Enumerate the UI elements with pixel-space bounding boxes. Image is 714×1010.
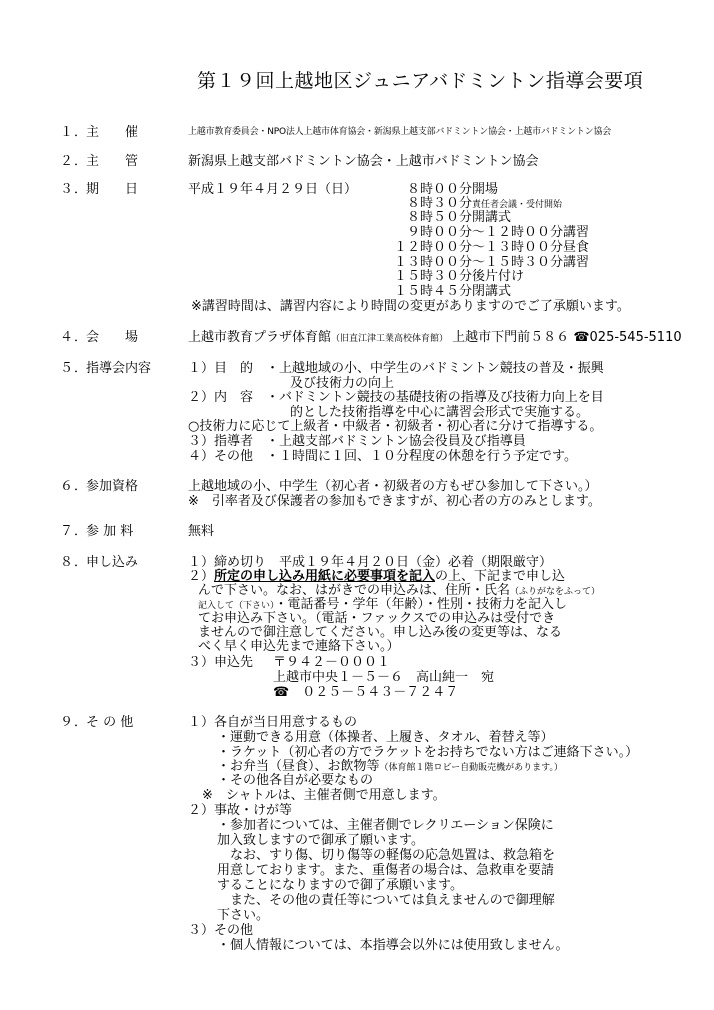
schedule-time: １５時３０分 — [394, 269, 473, 284]
other-line: ・ラケット（初心者の方でラケットをお持ちでない方はご連絡下さい。） — [217, 745, 639, 760]
other-line — [217, 760, 563, 773]
section-3-label: 期 日 — [86, 182, 139, 197]
other-line: ・運動できる用意（体操者、上履き、タオル、着替え等） — [217, 730, 554, 745]
other-line: ・その他各自が必要なもの — [217, 773, 374, 788]
section-1-label: 主 催 — [86, 125, 139, 140]
other-line: ※ シャトルは、主催者側で用意します。 — [202, 788, 446, 803]
application-line: べく早く申込先まで連絡下さい。） — [198, 639, 400, 654]
application-item-number: ２） — [188, 569, 215, 584]
section-4-number: ４． — [60, 330, 89, 345]
section-2-number: ２． — [60, 154, 89, 169]
schedule-time: ８時３０分 — [407, 196, 473, 211]
venue-line — [188, 331, 682, 344]
section-7-number: ７． — [60, 524, 89, 539]
content-line: 的とした技術指導を中心に講習会形式で実施する。 — [290, 405, 590, 420]
other-line: また、その他の責任等については負えませんので御理解 — [230, 893, 555, 908]
schedule-event: 後片付け — [472, 269, 525, 284]
schedule-item — [407, 226, 589, 239]
schedule-item — [394, 285, 511, 298]
schedule-time: １５時４５分 — [394, 284, 473, 299]
postal-code: 〒９４２－０００１ — [273, 655, 391, 670]
other-line: することになりますので御了承願います。 — [217, 878, 463, 893]
application-note: 記入して — [198, 601, 235, 611]
drink-note: （体育館１階ロビー自動販売機があります。） — [379, 763, 563, 773]
section-5-number: ５． — [60, 361, 89, 376]
schedule-time: １３時００分～１５時３０分 — [394, 255, 564, 270]
other-line: 用意しております。また、重傷者の場合は、急救車を要請 — [217, 863, 554, 878]
section-8-label: 申し込み — [86, 555, 139, 570]
schedule-event: 開講式 — [472, 210, 512, 225]
application-line: ませんので御注意してください。申し込み後の変更等は、なる — [198, 625, 563, 640]
eligibility-note: ※ 引率者及び保護者の参加もできますが、初心者の方のみとします。 — [188, 494, 601, 509]
application-text: ・電話番号・学年（年齢）・性別・技術力を記入し — [274, 597, 568, 612]
venue-tel: ☎025-545-5110 — [573, 330, 682, 345]
venue-address: 上越市下門前５８６ — [452, 330, 570, 345]
section-4-label: 会 場 — [86, 330, 139, 345]
other-line: なお、すり傷、切り傷等の軽傷の応急処置は、救急箱を — [230, 848, 556, 863]
venue-note: （旧直江津工業高校体育館） — [331, 334, 449, 344]
schedule-item — [394, 256, 589, 269]
application-line: てお申込み下さい。（電話・ファックスでの申込みは受付でき — [198, 611, 556, 626]
other-line: ・参加者については、主催者側でレクリエーション保険に — [217, 818, 554, 833]
schedule-item — [394, 270, 524, 283]
other-line: ３）その他 — [188, 923, 254, 938]
schedule-time: ８時００分 — [407, 182, 473, 197]
schedule-item — [407, 211, 511, 224]
content-line: ２）内 容 ・バドミントン競技の基礎技術の指導及び技術力向上を目 — [188, 390, 604, 405]
other-line: ２）事故・けが等 — [188, 803, 293, 818]
schedule-event: 閉講式 — [472, 284, 512, 299]
section-8-number: ８． — [60, 555, 89, 570]
content-line: 及び技術力の向上 — [290, 376, 395, 391]
section-3-number: ３． — [60, 182, 89, 197]
venue-name: 上越市教育プラザ体育館 — [188, 330, 332, 345]
section-6-number: ６． — [60, 479, 89, 494]
section-9-number: ９． — [60, 715, 89, 730]
content-line: ４）その他 ・１時間に１回、１０分程度の休憩を行う予定です。 — [188, 449, 577, 464]
schedule-event: 昼食 — [563, 240, 590, 255]
content-line: ○技術力に応じて上級者・中級者・初級者・初心者に分けて指導する。 — [188, 419, 603, 434]
organizers-text: 上越市教育委員会・NPO法人上越市体育協会・新潟県上越支部バドミントン協会・上越市バドミントン協会 — [188, 127, 612, 137]
schedule-time: ８時５０分 — [407, 210, 473, 225]
eligibility-line: 上越地域の小、中学生（初心者・初級者の方もぜひ参加して下さい。） — [188, 479, 598, 494]
schedule-item — [407, 183, 498, 196]
fee-text: 無料 — [188, 524, 215, 539]
other-line: １）各自が当日用意するもの — [188, 715, 358, 730]
content-line: ３）指導者 ・上越支部バドミントン協会役員及び指導員 — [188, 434, 526, 449]
application-text: んで下さい。なお、はがきでの申込みは、住所・氏名 — [198, 583, 511, 598]
other-text: ・お弁当（昼食）、お飲物等 — [217, 759, 380, 774]
schedule-item — [394, 241, 589, 254]
page-title: 第１９回上越地区ジュニアバドミントン指導会要項 — [197, 70, 644, 92]
schedule-event: 開場 — [472, 182, 499, 197]
section-7-label: 参 加 料 — [86, 524, 134, 539]
section-1-number: １． — [60, 125, 89, 140]
section-2-label: 主 管 — [86, 154, 139, 169]
content-line: １）目 的 ・上越地域の小、中学生のバドミントン競技の普及・振興 — [188, 361, 604, 376]
event-date: 平成１９年４月２９日（日） — [188, 182, 358, 197]
application-line — [198, 584, 600, 597]
management-text: 新潟県上越支部バドミントン協会・上越市バドミントン協会 — [188, 154, 539, 169]
schedule-time: １２時００分～１３時００分 — [394, 240, 564, 255]
section-6-label: 参加資格 — [86, 479, 139, 494]
application-line — [198, 598, 567, 611]
destination-tel: ☎ ０２５－５４３－７２４７ — [273, 685, 459, 700]
other-line: 加入致しますので御承了願います。 — [217, 833, 424, 848]
section-5-label: 指導会内容 — [86, 361, 152, 376]
destination-label: ３）申込先 — [188, 655, 254, 670]
schedule-event: 講習 — [563, 225, 590, 240]
application-line — [188, 570, 565, 583]
schedule-item — [407, 197, 562, 210]
other-line: 下さい。 — [217, 908, 270, 923]
application-note: （下さい） — [234, 601, 275, 611]
application-note: （ふりがなをふって） — [510, 587, 601, 597]
other-line: ・個人情報については、本指導会以外には使用致しません。 — [217, 938, 569, 953]
schedule-event: 講習 — [563, 255, 590, 270]
schedule-time: ９時００分～１２時００分 — [407, 225, 564, 240]
schedule-note: ※講習時間は、講習内容により時間の変更がありますのでご了承願います。 — [191, 299, 630, 314]
deadline-line: １）締め切り 平成１９年４月２０日（金）必着（期限厳守） — [188, 555, 553, 570]
schedule-event: 責任者会議・受付開始 — [472, 200, 563, 210]
destination-address: 上越市中央１－５－６ 高山純一 宛 — [273, 670, 495, 685]
application-text: の上、下記まで申し込 — [435, 569, 566, 584]
section-9-label: そ の 他 — [86, 715, 134, 730]
application-emphasis: 所定の申し込み用紙に必要事項を記入 — [214, 569, 436, 584]
